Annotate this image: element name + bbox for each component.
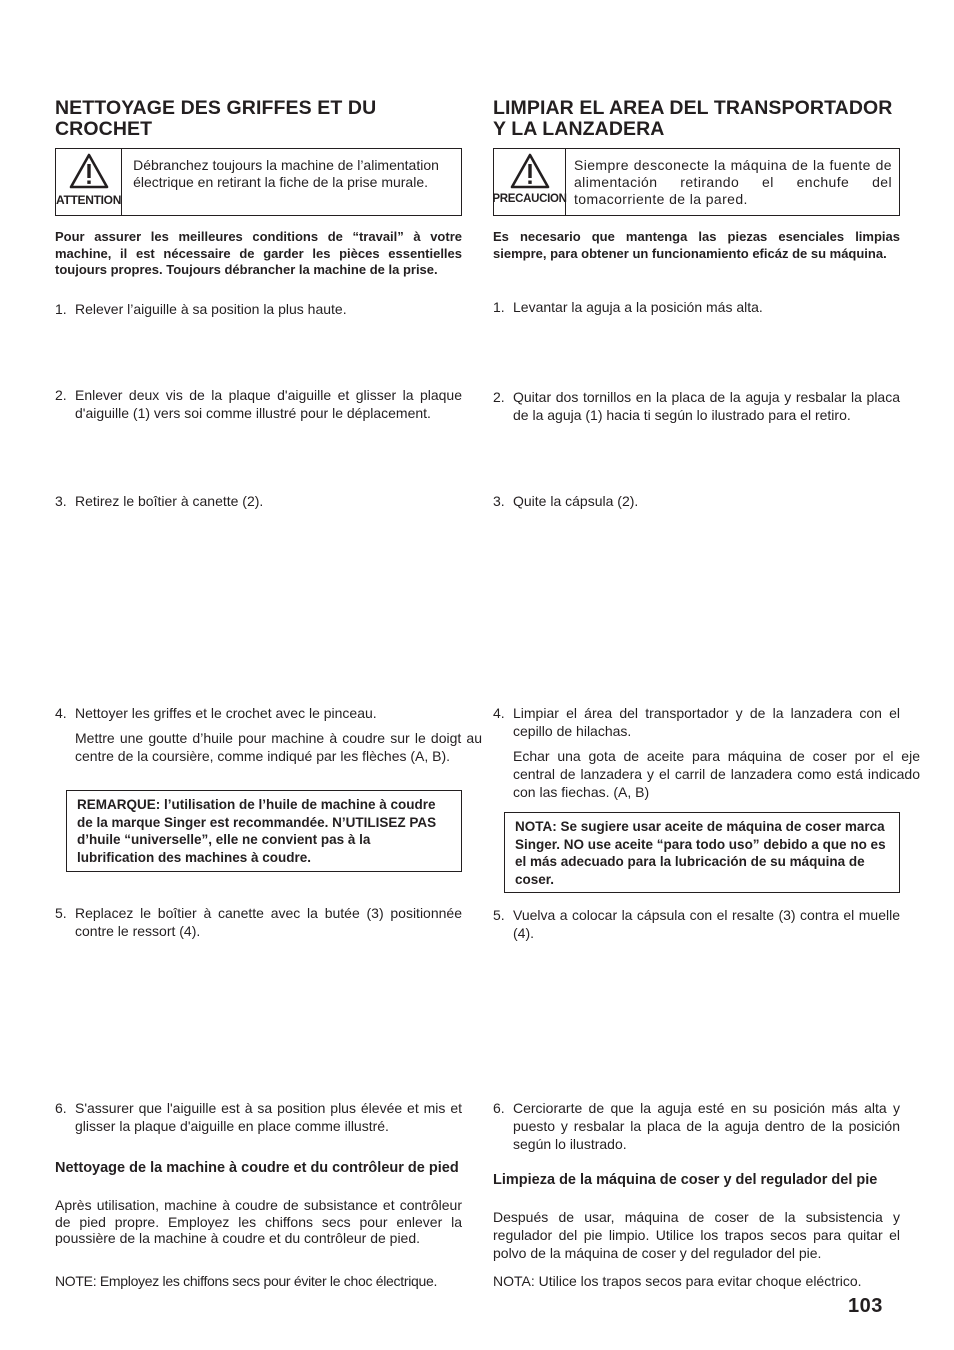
subheading-es: Limpieza de la máquina de coser y del regulador del pie — [493, 1172, 878, 1188]
step-4-detail-es: Echar una gota de aceite para máquina de coser por el eje central de lanzadera y el carril de lanzadera como está indicado con las fiechas. (A, B) — [513, 748, 920, 800]
step-3-es — [493, 492, 900, 510]
section-title-fr: NETTOYAGE DES GRIFFES ET DU CROCHET — [55, 97, 377, 140]
step-text: Quitar dos tornillos en la placa de la aguja y resbalar la placa de la aguja (1) hacia ti según lo ilustrado para el retiro. — [513, 389, 900, 423]
step-6-fr — [55, 1099, 462, 1135]
warning-box-es — [493, 148, 900, 216]
step-number: 6. — [493, 1100, 505, 1116]
intro-text-fr: Pour assurer les meilleures conditions de “travail” à votre machine, il est nécessaire de garder les pièces essentielles toujours propres. Toujours débrancher la machine de la prise. — [55, 229, 462, 277]
step-number: 1. — [55, 301, 67, 317]
step-1-fr — [55, 300, 462, 318]
warning-text: Siempre desconecte la máquina de la fuente de alimentación retirando el enchufe del tomacorriente de la pared. — [574, 157, 892, 207]
remark-box-fr: REMARQUE: l’utilisation de l’huile de machine à coudre de la marque Singer est recommandée. N’UTILISEZ PAS d’huile “universelle”, elle ne convient pas à la lubrification des machines à coudre. — [66, 790, 462, 872]
step-number: 5. — [55, 905, 67, 921]
step-4-fr — [55, 704, 462, 722]
warning-label: ATTENTION — [56, 193, 122, 207]
step-6-es — [493, 1099, 900, 1153]
step-number: 2. — [55, 387, 67, 403]
step-1-es — [493, 298, 900, 316]
warning-box-fr — [55, 148, 462, 216]
nota-box-es: NOTA: Se sugiere usar aceite de máquina de coser marca Singer. NO use aceite “para todo uso” debido a que no es el más adecuado para la lubricación de su máquina de coser. — [504, 812, 900, 893]
warning-triangle-icon — [69, 153, 109, 189]
warning-triangle-icon — [510, 153, 550, 189]
step-text: Nettoyer les griffes et le crochet avec le pinceau. — [75, 705, 377, 721]
step-text: Retirez le boîtier à canette (2). — [75, 493, 264, 509]
step-number: 3. — [55, 493, 67, 509]
step-text: S'assurer que l'aiguille est à sa position plus élevée et mis et glisser la plaque d'aiguille en place comme illustré. — [75, 1100, 462, 1134]
body-text-fr: Après utilisation, machine à coudre de subsistance et contrôleur de pied propre. Employez les chiffons secs pour enlever la poussière de la machine à coudre et du contrôleur de pied. — [55, 1197, 462, 1246]
step-text: Replacez le boîtier à canette avec la butée (3) positionnée contre le ressort (4). — [75, 905, 462, 939]
section-title-es: LIMPIAR EL AREA DEL TRANSPORTADOR Y LA LANZADERA — [493, 97, 893, 140]
step-number: 4. — [55, 705, 67, 721]
warning-label: PRECAUCION — [492, 193, 567, 205]
step-number: 4. — [493, 705, 505, 721]
note-es: NOTA: Utilice los trapos secos para evitar choque eléctrico. — [493, 1273, 862, 1289]
subheading-fr: Nettoyage de la machine à coudre et du contrôleur de pied — [55, 1160, 459, 1176]
step-number: 2. — [493, 389, 505, 405]
warning-text: Débranchez toujours la machine de l’alimentation électrique en retirant la fiche de la prise murale. — [133, 157, 439, 190]
step-5-es — [493, 906, 900, 942]
warning-icon-cell — [56, 149, 122, 215]
step-text: Levantar la aguja a la posición más alta. — [513, 299, 763, 315]
note-fr: NOTE: Employez les chiffons secs pour éviter le choc électrique. — [55, 1273, 438, 1289]
step-text: Quite la cápsula (2). — [513, 493, 639, 509]
step-4-detail-fr: Mettre une goutte d’huile pour machine à coudre sur le doigt au centre de la coursière, comme indiqué par les flèches (A, B). — [75, 730, 482, 764]
intro-text-es: Es necesario que mantenga las piezas esenciales limpias siempre, para obtener un funcionamiento eficáz de su máquina. — [493, 229, 900, 261]
step-text: Relever l’aiguille à sa position la plus haute. — [75, 301, 347, 317]
step-text: Limpiar el área del transportador y de la lanzadera con el cepillo de hilachas. — [513, 705, 900, 739]
warning-icon-cell — [494, 149, 566, 215]
step-4-es — [493, 704, 900, 740]
step-text: Vuelva a colocar la cápsula con el resalte (3) contra el muelle (4). — [513, 907, 900, 941]
step-5-fr — [55, 904, 462, 940]
step-text: Cerciorarte de que la aguja esté en su posición más alta y puesto y resbalar la placa de la aguja dentro de la posición según lo ilustrado. — [513, 1100, 900, 1152]
step-text: Enlever deux vis de la plaque d'aiguille et glisser la plaque d'aiguille (1) vers soi comme illustré pour le déplacement. — [75, 387, 462, 421]
step-number: 6. — [55, 1100, 67, 1116]
page-number: 103 — [848, 1295, 883, 1317]
step-number: 1. — [493, 299, 505, 315]
step-number: 5. — [493, 907, 505, 923]
step-3-fr — [55, 492, 462, 510]
step-2-es — [493, 388, 900, 424]
body-text-es: Después de usar, máquina de coser de la subsistencia y regulador del pie limpio. Utilice los trapos secos para quitar el polvo de la máquina de coser y del regulador del pie. — [493, 1209, 900, 1261]
step-number: 3. — [493, 493, 505, 509]
step-2-fr — [55, 386, 462, 422]
